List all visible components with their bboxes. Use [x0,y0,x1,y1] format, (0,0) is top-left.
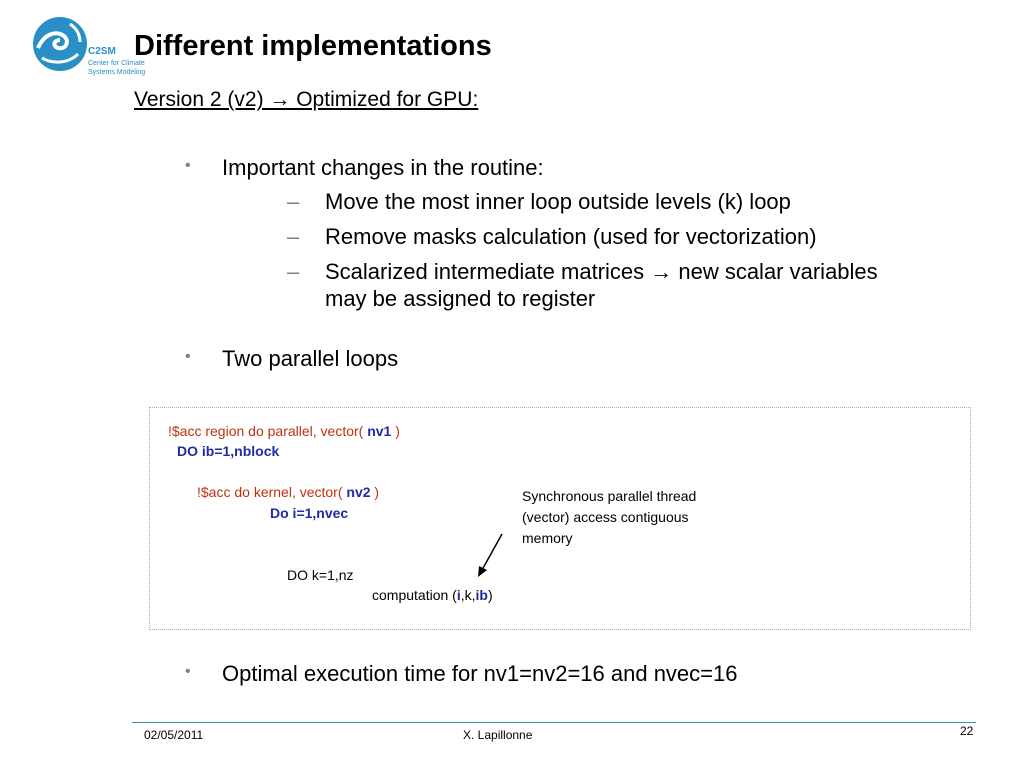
annotation-arrow [470,530,510,582]
dash-marker: – [287,224,300,249]
annotation-note [522,486,696,549]
sub-bullet-text-line-2: may be assigned to register [325,286,596,311]
code-line-do-ib: DO ib=1,nblock [177,443,280,459]
code-text: ) [370,484,380,500]
code-line-acc-region [168,423,400,439]
bullet-important-changes [185,155,544,181]
code-var-nv1: nv1 [367,423,392,439]
sub-bullet-text: Move the most inner loop outside levels (k) loop [325,189,791,214]
slide-subtitle: Version 2 (v2) → Optimized for GPU: [134,88,479,111]
wave-icon [30,14,92,76]
sub-bullet-text: Remove masks calculation (used for vectorization) [325,224,817,249]
code-line-do-k: DO k=1,nz [287,567,354,583]
code-line-computation [372,587,493,603]
bullet-dot: • [185,348,191,365]
sub-bullet-move-loop [287,189,791,215]
sub-bullet-text-line-1: Scalarized intermediate matrices → new scalar variables [325,259,878,284]
bullet-dot: • [185,157,191,174]
bullet-two-parallel-loops [185,346,399,372]
bullet-optimal-time [185,661,738,687]
annotation-line-3: memory [522,530,573,546]
bullet-text: Optimal execution time for nv1=nv2=16 and nvec=16 [222,661,738,686]
code-text: ) [487,587,493,603]
footer-author: X. Lapillonne [463,728,533,742]
logo-brand: C2SM [88,46,116,57]
annotation-line-2: (vector) access contiguous [522,509,689,525]
code-line-do-i: Do i=1,nvec [270,505,349,521]
code-var-nv2: nv2 [346,484,371,500]
code-text: !$acc region do parallel, vector( [168,423,368,439]
logo-line-2: Systems Modeling [88,69,146,76]
code-index-ib: ib [475,587,488,603]
code-index-i: i [456,587,461,603]
logo-line-1: Center for Climate [88,60,145,67]
footer-divider [132,722,976,723]
c2sm-logo [30,14,146,82]
bullet-text: Important changes in the routine: [222,155,544,180]
annotation-line-1: Synchronous parallel thread [522,488,697,504]
footer-date: 02/05/2011 [144,728,204,742]
dash-marker: – [287,259,300,284]
code-text: ,k, [460,587,476,603]
slide-title: Different implementations [134,30,492,62]
bullet-dot: • [185,663,191,680]
code-text: ) [391,423,400,439]
bullet-text: Two parallel loops [222,346,399,371]
page-number: 22 [960,724,974,738]
code-text: computation ( [372,587,457,603]
sub-bullet-remove-masks [287,224,817,250]
dash-marker: – [287,189,300,214]
sub-bullet-scalarized [287,258,878,312]
code-line-acc-do-kernel [197,484,379,500]
code-text: !$acc do kernel, vector( [197,484,347,500]
